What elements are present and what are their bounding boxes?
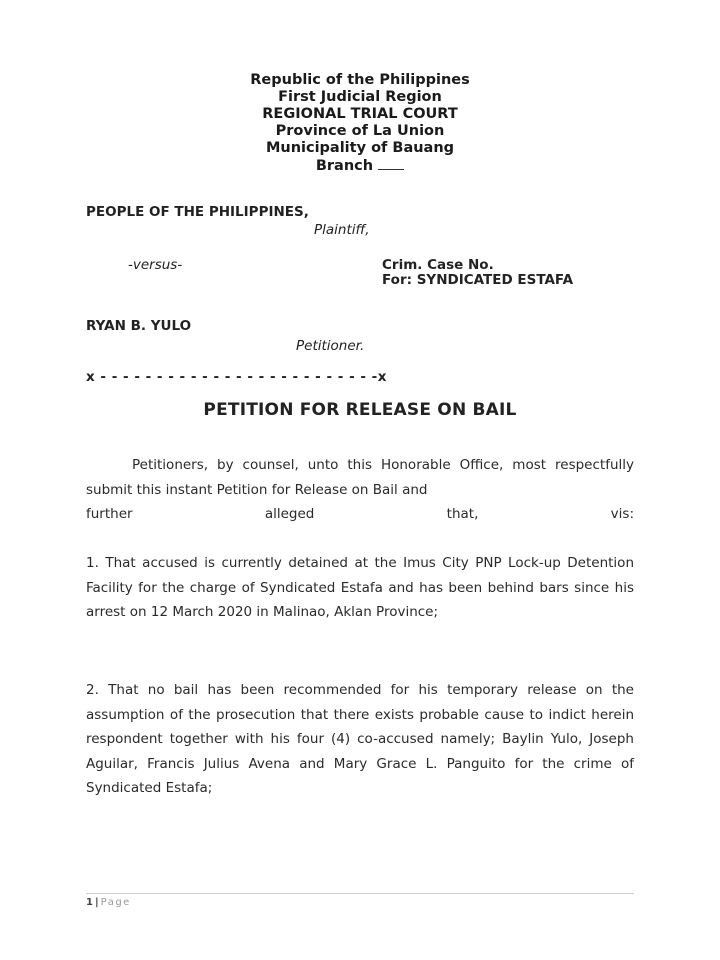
page-number: 1: [86, 897, 93, 908]
versus-label: -versus-: [128, 257, 183, 273]
plaintiff-name: PEOPLE OF THE PHILIPPINES,: [86, 204, 309, 220]
plaintiff-role: Plaintiff,: [314, 222, 370, 238]
intro-text: Petitioners, by counsel, unto this Honorable Office, most respectfully submit this instant Petition for Release on Bail and: [86, 457, 634, 498]
petitioner-name: RYAN B. YULO: [86, 318, 192, 334]
case-charge: For: SYNDICATED ESTAFA: [382, 272, 574, 288]
petitioner-role: Petitioner.: [296, 338, 365, 354]
document-title: PETITION FOR RELEASE ON BAIL: [203, 400, 517, 420]
header-republic: Republic of the Philippines: [250, 72, 470, 88]
header-judicial-region: First Judicial Region: [278, 89, 442, 105]
case-number: Crim. Case No.: [382, 257, 494, 273]
paragraph-2: 2. That no bail has been recommended for his temporary release on the assumption of the prosecution that there exists probable cause to indict herein respondent together with his four (4) co-accused namely; Baylin Yulo, Joseph Aguilar, Francis Julius Avena and Mary Grace L. Panguito for the crime of Syndicated Estafa;: [86, 682, 634, 796]
page-separator: |: [94, 897, 99, 908]
intro-paragraph: [86, 453, 634, 527]
page-label: Page: [100, 897, 131, 908]
branch-blank: [378, 157, 404, 170]
header-branch: [0, 157, 720, 175]
caption-divider: x - - - - - - - - - - - - - - - - - - - - - - - - -x: [86, 369, 387, 385]
page-footer: [86, 897, 131, 908]
footer-divider: [86, 893, 634, 894]
header-municipality: Municipality of Bauang: [265, 140, 455, 156]
header-province: Province of La Union: [275, 123, 445, 139]
paragraph-1: 1. That accused is currently detained at the Imus City PNP Lock-up Detention Facility for the charge of Syndicated Estafa and has been behind bars since his arrest on 12 March 2020 in Malinao, Aklan Province;: [86, 555, 634, 620]
header-court: REGIONAL TRIAL COURT: [262, 106, 458, 122]
branch-label: Branch: [315, 158, 374, 174]
court-header: [0, 72, 720, 175]
intro-text-last: further alleged that, vis:: [86, 506, 634, 522]
